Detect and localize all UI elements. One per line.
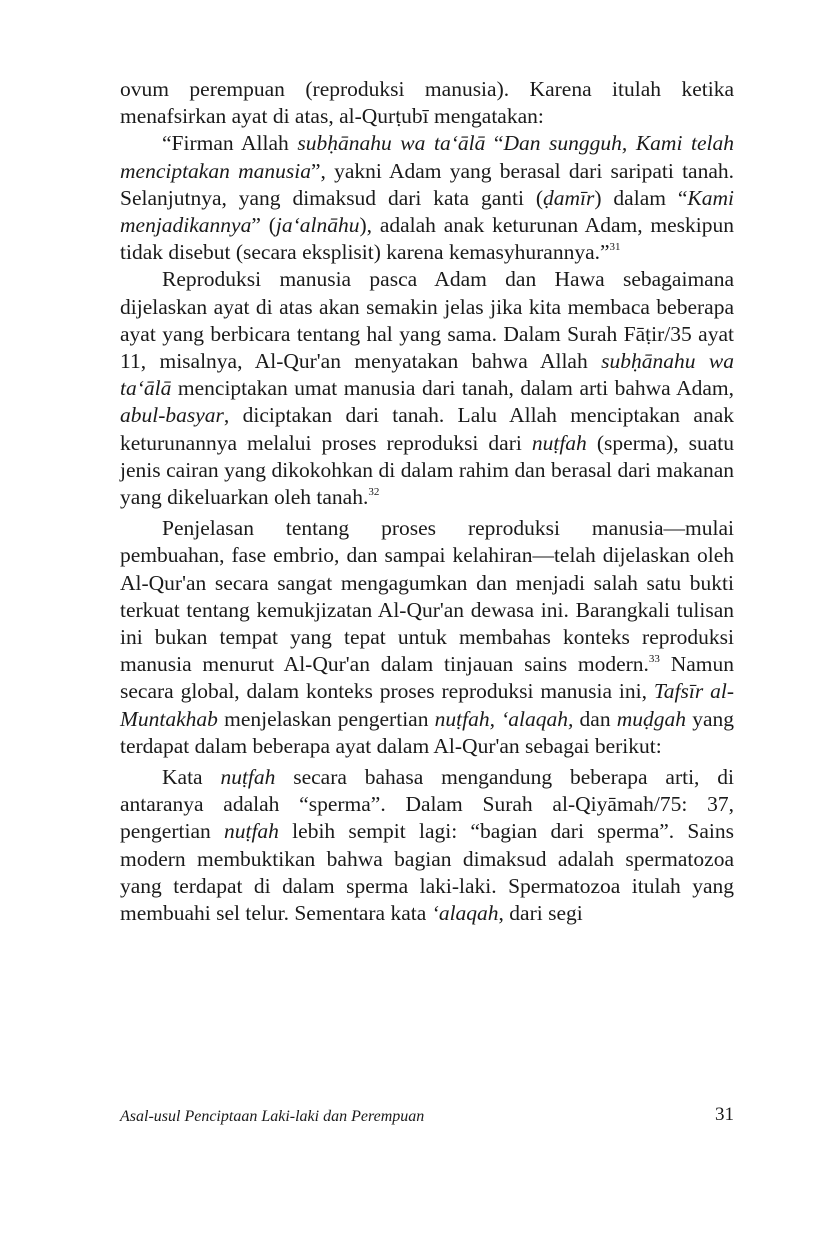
italic-term: ‘alaqah bbox=[431, 901, 499, 926]
text-run: Namun secara global, dalam konteks proses reproduksi manusia ini, bbox=[120, 652, 734, 704]
italic-term: ja‘alnāhu bbox=[275, 213, 360, 238]
paragraph-5 bbox=[120, 764, 734, 927]
text-run: , diciptakan dari tanah. Lalu Allah menciptakan anak keturunannya melalui proses reproduksi dari bbox=[120, 403, 734, 455]
text-run: Penjelasan tentang proses reproduksi manusia—mulai pembuahan, fase embrio, dan sampai kelahiran—telah dijelaskan oleh Al-Qur'an secara sangat mengagumkan dan menjadi salah satu bukti terkuat tentang kemukjizatan Al-Qur'an dewasa ini. Barangkali tulisan ini bukan tempat yang tepat untuk membahas konteks reproduksi manusia menurut Al-Qur'an dalam tinjauan sains modern. bbox=[120, 516, 734, 677]
italic-term: muḍgah bbox=[616, 706, 687, 731]
italic-term: subḥānahu wa ta‘ālā bbox=[120, 349, 734, 401]
text-run: menciptakan umat manusia dari tanah, dalam arti bahwa Adam, bbox=[171, 376, 734, 401]
text-run: menjelaskan pengertian bbox=[217, 706, 435, 731]
running-footer-title: Asal-usul Penciptaan Laki-laki dan Perempuan bbox=[120, 1108, 425, 1125]
text-run: , dari segi bbox=[498, 901, 583, 926]
italic-term: ḍamīr bbox=[543, 185, 595, 210]
text-run: dan bbox=[573, 706, 617, 731]
italic-term: Dan sungguh, Kami telah menciptakan manusia bbox=[120, 131, 734, 183]
text-run: ) dalam “ bbox=[594, 185, 688, 210]
italic-term: abul-basyar bbox=[120, 403, 224, 428]
page-footer bbox=[120, 1104, 734, 1134]
footnote-ref: 32 bbox=[368, 486, 380, 499]
paragraph-3 bbox=[120, 266, 734, 511]
paragraph-4 bbox=[120, 515, 734, 760]
italic-term: nuṭfah bbox=[220, 765, 276, 790]
footnote-ref: 33 bbox=[648, 653, 660, 666]
text-run: Reproduksi manusia pasca Adam dan Hawa sebagaimana dijelaskan ayat di atas akan semakin jelas jika kita membaca beberapa ayat yang berbicara tentang hal yang sama. Dalam Surah Fāṭir/35 ayat 11, misalnya, Al-Qur'an menyatakan bahwa Allah bbox=[120, 267, 734, 374]
text-run: ”, yakni Adam yang berasal dari saripati tanah. Selanjutnya, yang dimaksud dari kata ganti ( bbox=[120, 158, 735, 210]
italic-term: nuṭfah bbox=[223, 819, 279, 844]
text-run: yang terdapat dalam beberapa ayat dalam Al-Qur'an sebagai berikut: bbox=[120, 706, 734, 758]
text-run: lebih sempit lagi: “bagian dari sperma”. Sains modern membuktikan bahwa bagian dimaksud adalah spermatozoa yang terdapat di dalam sperma laki-laki. Spermatozoa itulah yang membuahi sel telur. Sementara kata bbox=[120, 819, 734, 926]
text-run: “ bbox=[485, 131, 504, 156]
italic-term: subḥānahu wa ta‘ālā bbox=[297, 131, 486, 156]
page-number: 31 bbox=[715, 1104, 734, 1125]
italic-term: Kami menjadikannya bbox=[120, 185, 734, 238]
text-run: Kata bbox=[162, 765, 221, 790]
text-run: (sperma), suatu jenis cairan yang dikokohkan di dalam rahim dan berasal dari makanan yang dikeluarkan oleh tanah. bbox=[120, 430, 734, 510]
text-run: “Firman Allah bbox=[162, 131, 298, 156]
footnote-ref: 31 bbox=[609, 241, 621, 254]
text-run: ), adalah anak keturunan Adam, meskipun tidak disebut (secara eksplisit) karena kemasyhurannya.” bbox=[120, 213, 735, 265]
text-run: ovum perempuan (reproduksi manusia). Karena itulah ketika menafsirkan ayat di atas, al-Qurṭubī mengatakan: bbox=[120, 77, 734, 129]
italic-term: nuṭfah bbox=[531, 430, 587, 455]
paragraph-2 bbox=[120, 130, 734, 266]
paragraph-1 bbox=[120, 76, 734, 130]
text-run: secara bahasa mengandung beberapa arti, di antaranya adalah “sperma”. Dalam Surah al-Qiyāmah/75: 37, pengertian bbox=[120, 765, 734, 844]
italic-term: nuṭfah, ‘alaqah, bbox=[434, 706, 574, 731]
text-run: ” ( bbox=[251, 213, 276, 238]
page-body bbox=[120, 76, 734, 927]
italic-term: Tafsīr al-Muntakhab bbox=[120, 679, 734, 731]
